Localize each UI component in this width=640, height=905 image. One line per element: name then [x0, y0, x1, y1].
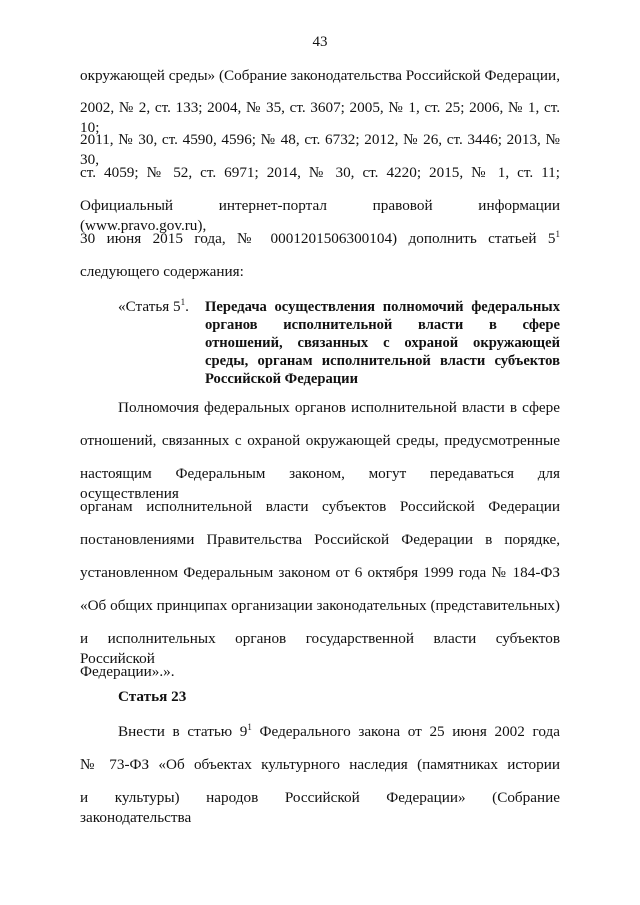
intro-line-6-text: 30 июня 2015 года, № 0001201506300104) дополнить статьей 5: [80, 230, 556, 247]
article-prefix: [118, 298, 189, 316]
intro-line-6: [80, 229, 560, 249]
closing-line-1-start: Внести в статью 9: [118, 723, 248, 740]
closing-line-1: [118, 722, 560, 742]
superscript: 1: [555, 229, 560, 239]
article-title-line-1: Передача осуществления полномочий федеральных: [205, 299, 560, 315]
article-superscript: 1: [180, 297, 186, 307]
body-line-9: Федерации».».: [80, 663, 175, 680]
article-title-line-3: отношений, связанных с охраной окружающей: [205, 335, 560, 351]
closing-line-1-end: Федерального закона от 25 июня 2002 года: [251, 723, 560, 740]
body-line-6: установленном Федеральным законом от 6 октября 1999 года № 184-ФЗ: [80, 564, 560, 581]
intro-line-7: следующего содержания:: [80, 263, 244, 280]
article-title-line-5: Российской Федерации: [205, 371, 358, 387]
closing-superscript: 1: [247, 722, 252, 732]
article-prefix-tail: .: [185, 298, 189, 315]
intro-line-3: 2011, № 30, ст. 4590, 4596; № 48, ст. 6732; 2012, № 26, ст. 3446; 2013, № 30,: [80, 131, 560, 168]
article-title-line-4: среды, органам исполнительной власти субъектов: [205, 353, 560, 369]
section-heading: Статья 23: [118, 688, 187, 705]
body-line-2: отношений, связанных с охраной окружающей среды, предусмотренные: [80, 432, 560, 449]
body-line-8: и исполнительных органов государственной власти субъектов Российской: [80, 630, 560, 667]
body-line-7: «Об общих принципах организации законодательных (представительных): [80, 597, 560, 614]
article-title: [205, 298, 560, 388]
intro-line-5: Официальный интернет-портал правовой информации (www.pravo.gov.ru),: [80, 197, 560, 234]
closing-line-3: и культуры) народов Российской Федерации» (Собрание законодательства: [80, 789, 560, 826]
intro-line-1: окружающей среды» (Собрание законодательства Российской Федерации,: [80, 67, 560, 84]
intro-line-2: 2002, № 2, ст. 133; 2004, № 35, ст. 3607; 2005, № 1, ст. 25; 2006, № 1, ст. 10;: [80, 99, 560, 136]
body-line-5: постановлениями Правительства Российской Федерации в порядке,: [80, 531, 560, 548]
article-title-line-2: органов исполнительной власти в сфере: [205, 317, 560, 333]
page-number: 43: [312, 34, 328, 50]
article-prefix-text: «Статья 5: [118, 298, 181, 315]
body-line-4: органам исполнительной власти субъектов Российской Федерации: [80, 498, 560, 515]
closing-line-2: № 73-ФЗ «Об объектах культурного наследия (памятниках истории: [80, 756, 560, 773]
body-line-1: Полномочия федеральных органов исполнительной власти в сфере: [118, 399, 560, 416]
body-line-3: настоящим Федеральным законом, могут передаваться для осуществления: [80, 465, 560, 502]
intro-line-4: ст. 4059; № 52, ст. 6971; 2014, № 30, ст. 4220; 2015, № 1, ст. 11;: [80, 164, 560, 181]
